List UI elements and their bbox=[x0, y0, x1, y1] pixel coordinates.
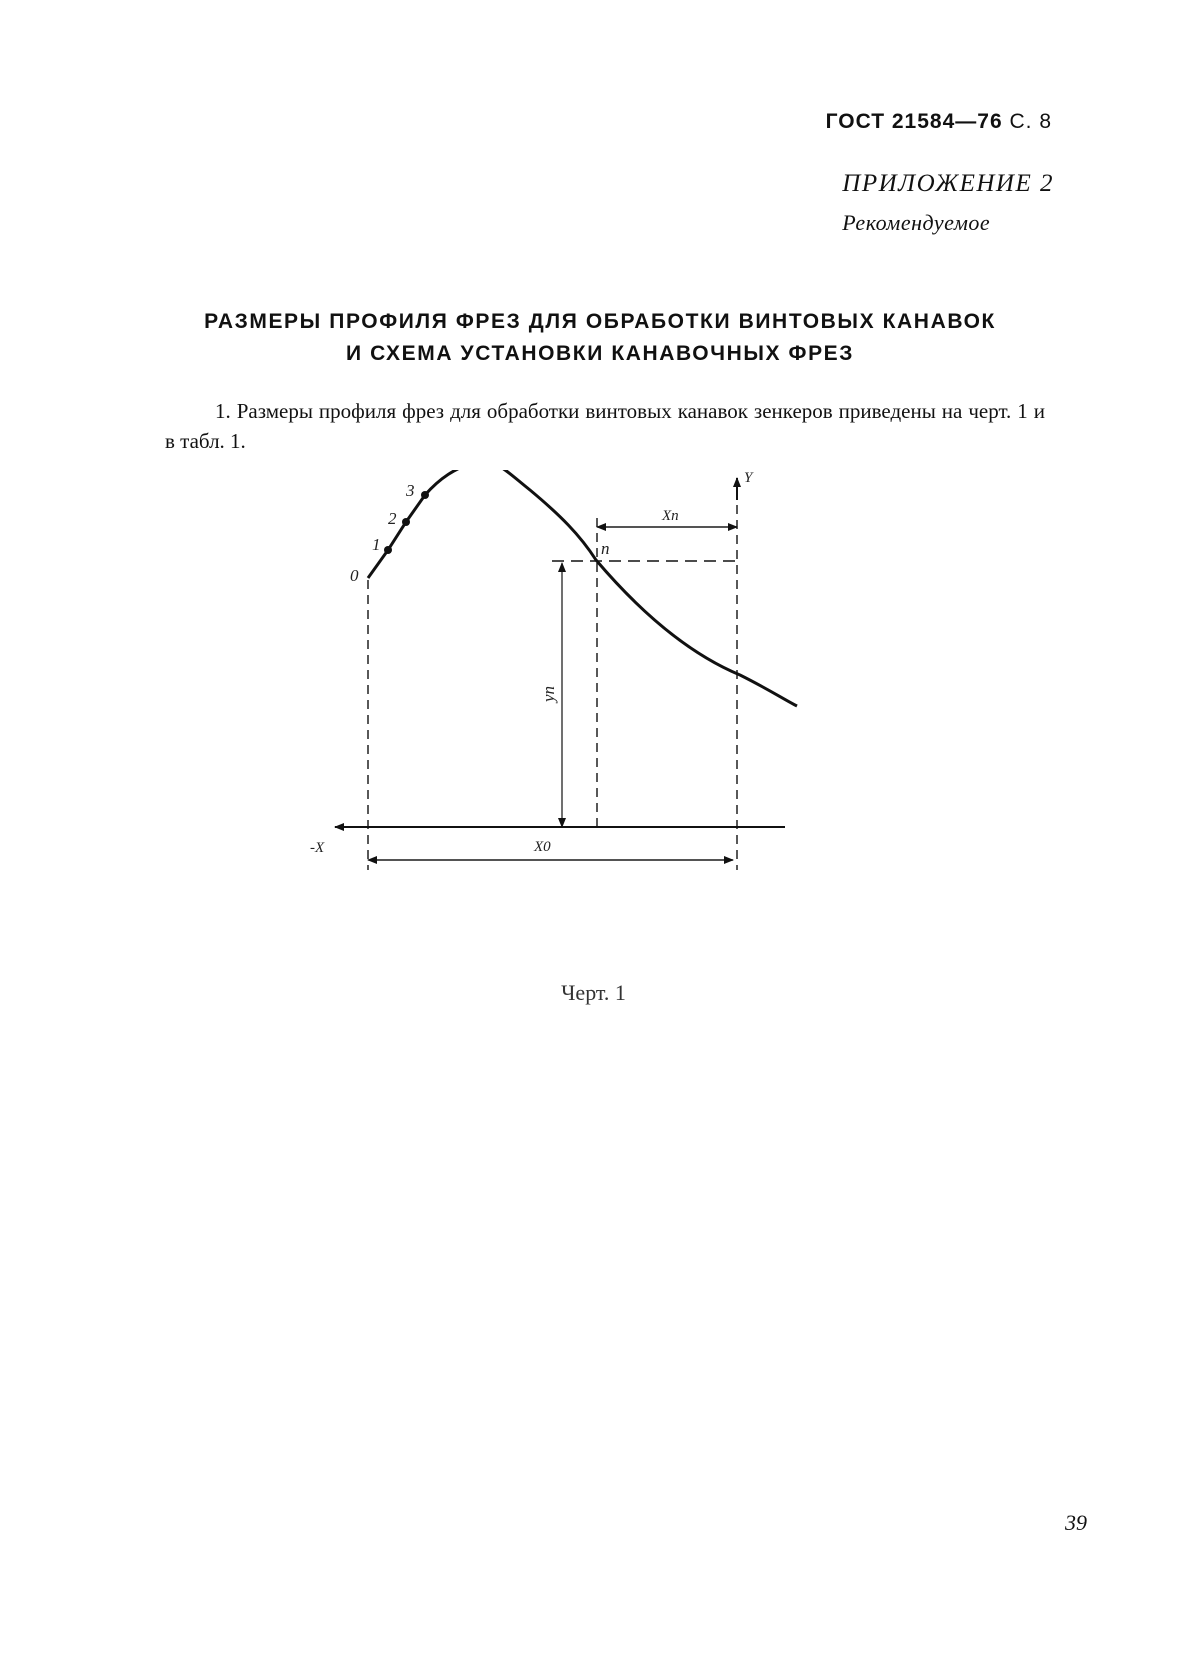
profile-drawing bbox=[300, 470, 820, 890]
point-label-2: 2 bbox=[388, 509, 397, 528]
point-label-1: 1 bbox=[372, 535, 381, 554]
figure-caption: Черт. 1 bbox=[561, 980, 626, 1005]
point-label-0: 0 bbox=[350, 566, 359, 585]
dimension-x0-label: X0 bbox=[534, 839, 551, 855]
standard-code: ГОСТ 21584—76 bbox=[825, 110, 1003, 133]
section-title-line-2: И СХЕМА УСТАНОВКИ КАНАВОЧНЫХ ФРЕЗ bbox=[345, 342, 855, 365]
dimension-yn-label: yn bbox=[539, 685, 558, 702]
appendix-status: Рекомендуемое bbox=[842, 210, 991, 235]
section-title bbox=[150, 306, 1050, 370]
profile-point-1 bbox=[384, 546, 392, 554]
point-label-3: 3 bbox=[406, 481, 415, 500]
dimension-xn-label: Xn bbox=[662, 508, 679, 524]
profile-point-2 bbox=[402, 518, 410, 526]
x-axis-label: -X bbox=[310, 840, 325, 856]
section-title-line-1: РАЗМЕРЫ ПРОФИЛЯ ФРЕЗ ДЛЯ ОБРАБОТКИ ВИНТОВЫХ КАНАВОК bbox=[204, 310, 996, 333]
page-number: 39 bbox=[1065, 1510, 1087, 1535]
profile-point-3 bbox=[421, 491, 429, 499]
standard-header bbox=[826, 110, 1052, 134]
point-label-n: n bbox=[601, 539, 610, 558]
profile-curve bbox=[368, 470, 797, 706]
appendix-title: ПРИЛОЖЕНИЕ 2 bbox=[842, 170, 1054, 197]
intro-paragraph: 1. Размеры профиля фрез для обработки винтовых канавок зенкеров приведены на черт. 1 и в табл. 1. bbox=[165, 399, 1045, 453]
y-axis-label: Y bbox=[744, 470, 753, 486]
page-reference: С. 8 bbox=[1009, 110, 1052, 133]
appendix-block bbox=[842, 170, 1054, 236]
